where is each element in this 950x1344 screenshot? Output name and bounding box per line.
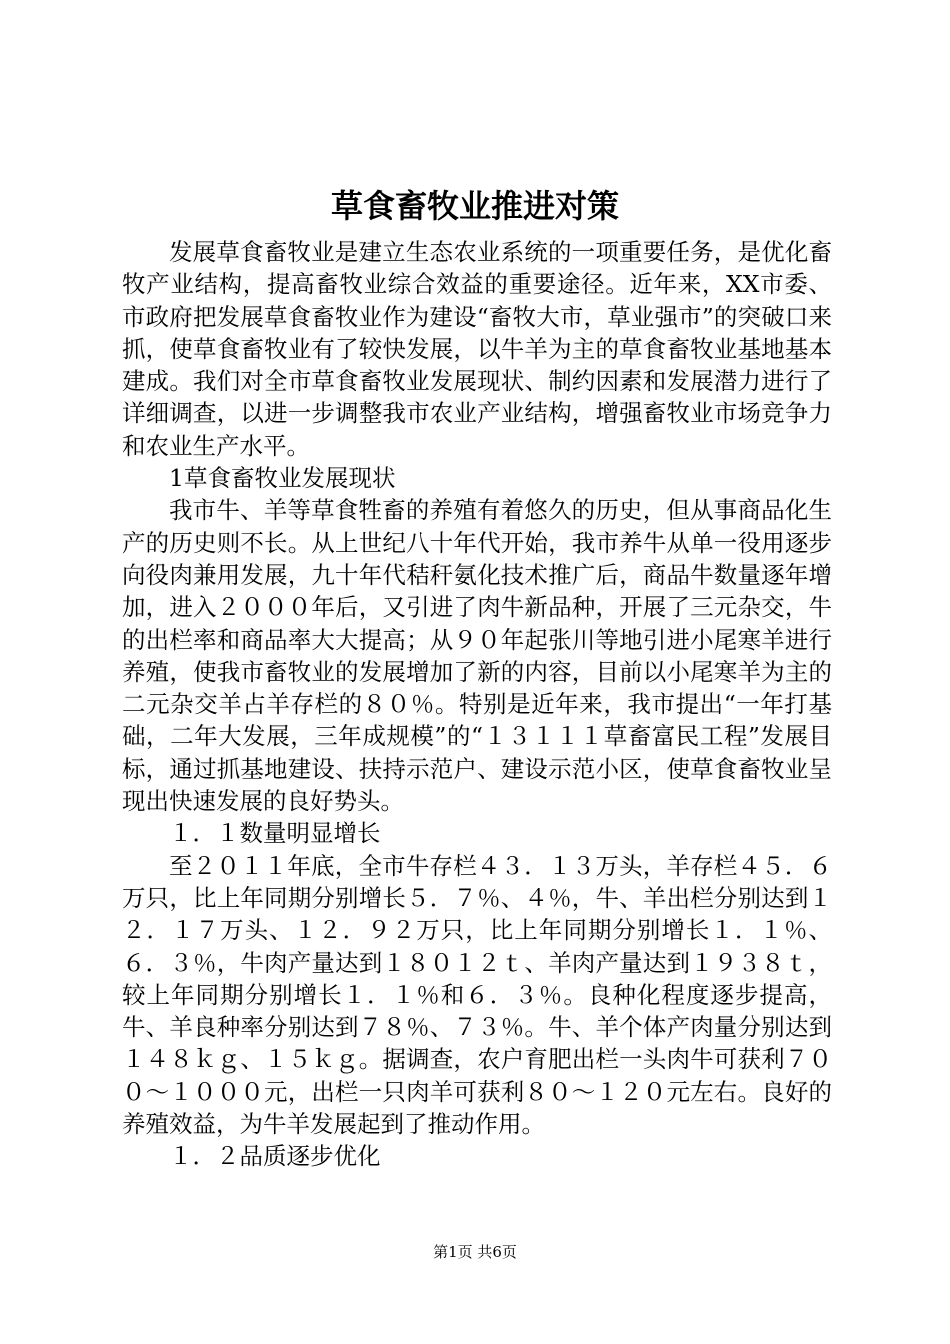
history-paragraph: 我市牛、羊等草食牲畜的养殖有着悠久的历史，但从事商品化生产的历史则不长。从上世纪八十年代开始，我市养牛从单一役用逐步向役肉兼用发展，九十年代秸秆氨化技术推广后，商品牛数量逐年增加，进入２０００年后，又引进了肉牛新品种，开展了三元杂交，牛的出栏率和商品率大大提高；从９０年起张川等地引进小尾寒羊进行养殖，使我市畜牧业的发展增加了新的内容，目前以小尾寒羊为主的二元杂交羊占羊存栏的８０％。特别是近年来，我市提出“一年打基础，二年大发展，三年成规模”的“１３１１１草畜富民工程”发展目标，通过抓基地建设、扶持示范户、建设示范小区，使草食畜牧业呈现出快速发展的良好势头。: [122, 496, 832, 816]
document-body: [122, 236, 832, 1173]
intro-paragraph: 发展草食畜牧业是建立生态农业系统的一项重要任务，是优化畜牧产业结构，提高畜牧业综合效益的重要途径。近年来，XX市委、市政府把发展草食畜牧业作为建设“畜牧大市，草业强市”的突破口来抓，使草食畜牧业有了较快发展，以牛羊为主的草食畜牧业基地基本建成。我们对全市草食畜牧业发展现状、制约因素和发展潜力进行了详细调查，以进一步调整我市农业产业结构，增强畜牧业市场竞争力和农业生产水平。: [122, 238, 832, 460]
section-heading-1: 1草食畜牧业发展现状: [169, 464, 396, 493]
document-title: 草食畜牧业推进对策: [330, 187, 619, 225]
section-heading-1-2: １．２品质逐步优化: [169, 1142, 381, 1171]
statistics-paragraph: 至２０１１年底，全市牛存栏４３．１３万头，羊存栏４５．６万只，比上年同期分别增长５．７％、４％，牛、羊出栏分别达到１２．１７万头、１２．９２万只，比上年同期分别增长１．１％、６．３％，牛肉产量达到１８０１２ｔ、羊肉产量达到１９３８ｔ，较上年同期分别增长１．１％和６．３％。良种化程度逐步提高，牛、羊良种率分别达到７８％、７３％。牛、羊个体产肉量分别达到１４８ｋｇ、１５ｋｇ。据调查，农户育肥出栏一头肉牛可获利７００～１０００元，出栏一只肉羊可获利８０～１２０元左右。良好的养殖效益，为牛羊发展起到了推动作用。: [122, 851, 832, 1139]
section-heading-1-1: １．１数量明显增长: [169, 819, 381, 848]
page-footer: 第1页 共6页: [433, 1243, 517, 1261]
